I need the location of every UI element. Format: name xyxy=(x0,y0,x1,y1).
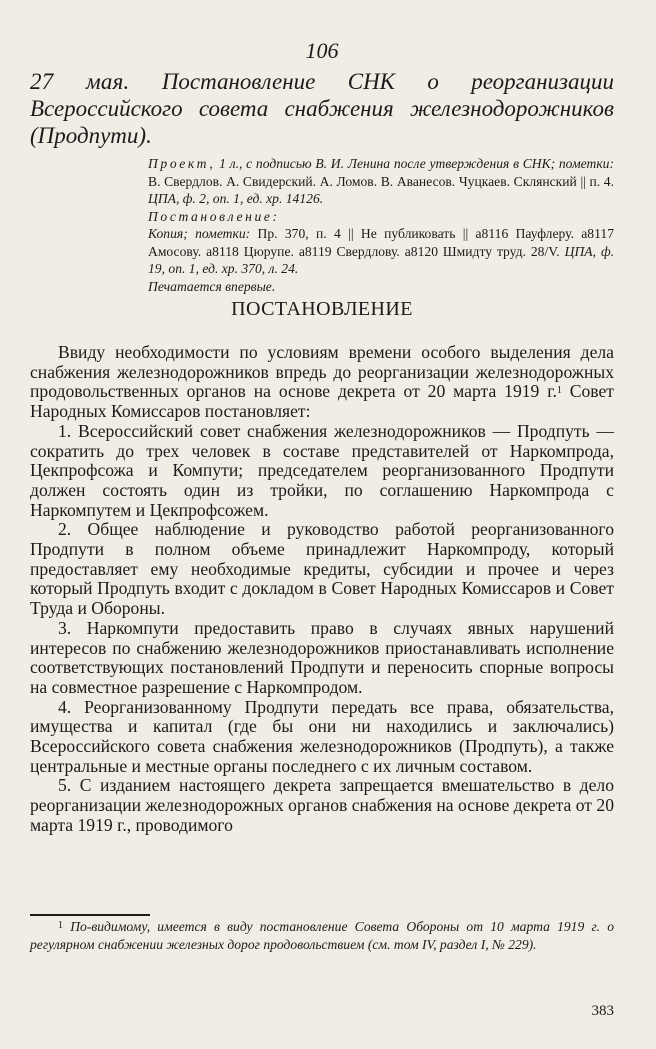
doc-title: ПОСТАНОВЛЕНИЕ xyxy=(231,298,413,320)
body-point-3: 3. Наркомпути предоставить право в случаях явных нарушений интересов по снабжению железнодорожников приостанавливать исполнение соответствующих постановлений Продпути и переносить спорные вопросы на совместное разрешение с Наркомпродом. xyxy=(30,617,614,697)
source-draft-marks: В. Свердлов. А. Свидерский. А. Ломов. В. Аванесов. Чуцкаев. Склянский || п. 4. xyxy=(148,173,614,189)
source-draft-archive: ЦПА, ф. 2, оп. 1, ед. хр. 14126. xyxy=(148,191,324,206)
body-point-1: 1. Всероссийский совет снабжения железнодорожников — Продпуть — сократить до трех человек в составе представителей от Наркомпрода, Цекпрофсожа и Компути; председателем реорганизованного Продпути должен состоять один из тройки, по соглашению Наркомпрода с Наркомпутем и Цекпрофсожем. xyxy=(30,420,614,520)
source-note-decree xyxy=(148,208,614,226)
heading-title: Постановление СНК о реорганизации Всероссийского совета снабжения железнодорожников (Продпути). xyxy=(30,69,614,148)
footnote-ref: 1 xyxy=(556,385,562,397)
body-point-2: 2. Общее наблюдение и руководство работой реорганизованного Продпути в полном объеме принадлежит Наркомпроду, который предоставляет ему необходимые кредиты, субсидии и прочее и через который Продпуть входит с докладом в Совет Народных Комиссаров и Совет Труда и Обороны. xyxy=(30,519,614,619)
source-copy-marks: Пр. 370, п. 4 || Не публиковать || а8116 Пауфлеру. а8117 Амосову. а8118 Цюрупе. а8119 Свердлову. а8120 Шмидту труд. 28/V. xyxy=(148,226,614,259)
footnote-text-line xyxy=(30,918,614,953)
footnote-mark: 1 xyxy=(58,920,63,931)
body-point-4: 4. Реорганизованному Продпути передать все права, обязательства, имущества и капитал (где бы они ни находились и заключались) Всероссийского совета снабжения железнодорожников (Продпуть), а также центральные и местные органы последнего с их личным составом. xyxy=(30,696,614,776)
source-draft-label: Проект, xyxy=(148,156,216,171)
source-copy-label: Копия; пометки: xyxy=(148,226,251,241)
body-intro xyxy=(30,343,614,422)
document-page xyxy=(30,0,614,1049)
heading-date: 27 мая. xyxy=(30,69,130,94)
source-note-draft xyxy=(148,155,614,208)
body-point-5: 5. С изданием настоящего декрета запрещается вмешательство в дело реорганизации железнодорожных органов снабжения на основе декрета от 20 марта 1919 г., проводимого xyxy=(30,775,614,835)
body-intro-a: Ввиду необходимости по условиям времени особого выделения дела снабжения железнодорожников впредь до реорганизации железнодорожных продовольственных органов на основе декрета от 20 марта 1919 г. xyxy=(30,342,614,402)
body-intro-b: Совет Народных Комиссаров постановляет: xyxy=(30,381,614,422)
document-body xyxy=(30,343,614,836)
source-note-first-print: Печатается впервые. xyxy=(148,278,276,294)
source-decree-label: Постановление: xyxy=(148,208,280,224)
footnote-divider xyxy=(30,914,150,916)
source-copy-archive: ЦПА, ф. 19, оп. 1, ед. хр. 370, л. 24. xyxy=(148,243,614,276)
folio-number: 383 xyxy=(591,1003,614,1019)
source-draft-desc: 1 л., с подписью В. И. Ленина после утверждения в СНК; пометки: xyxy=(219,156,614,171)
document-heading xyxy=(30,68,614,149)
source-note xyxy=(148,155,614,295)
footnote-text: По-видимому, имеется в виду постановление Совета Обороны от 10 марта 1919 г. о регулярном снабжении железных дорог продовольствием (см. том IV, раздел I, № 229). xyxy=(30,919,614,952)
source-note-copy xyxy=(148,225,614,278)
page-number: 106 xyxy=(305,38,339,63)
footnote xyxy=(30,918,614,953)
